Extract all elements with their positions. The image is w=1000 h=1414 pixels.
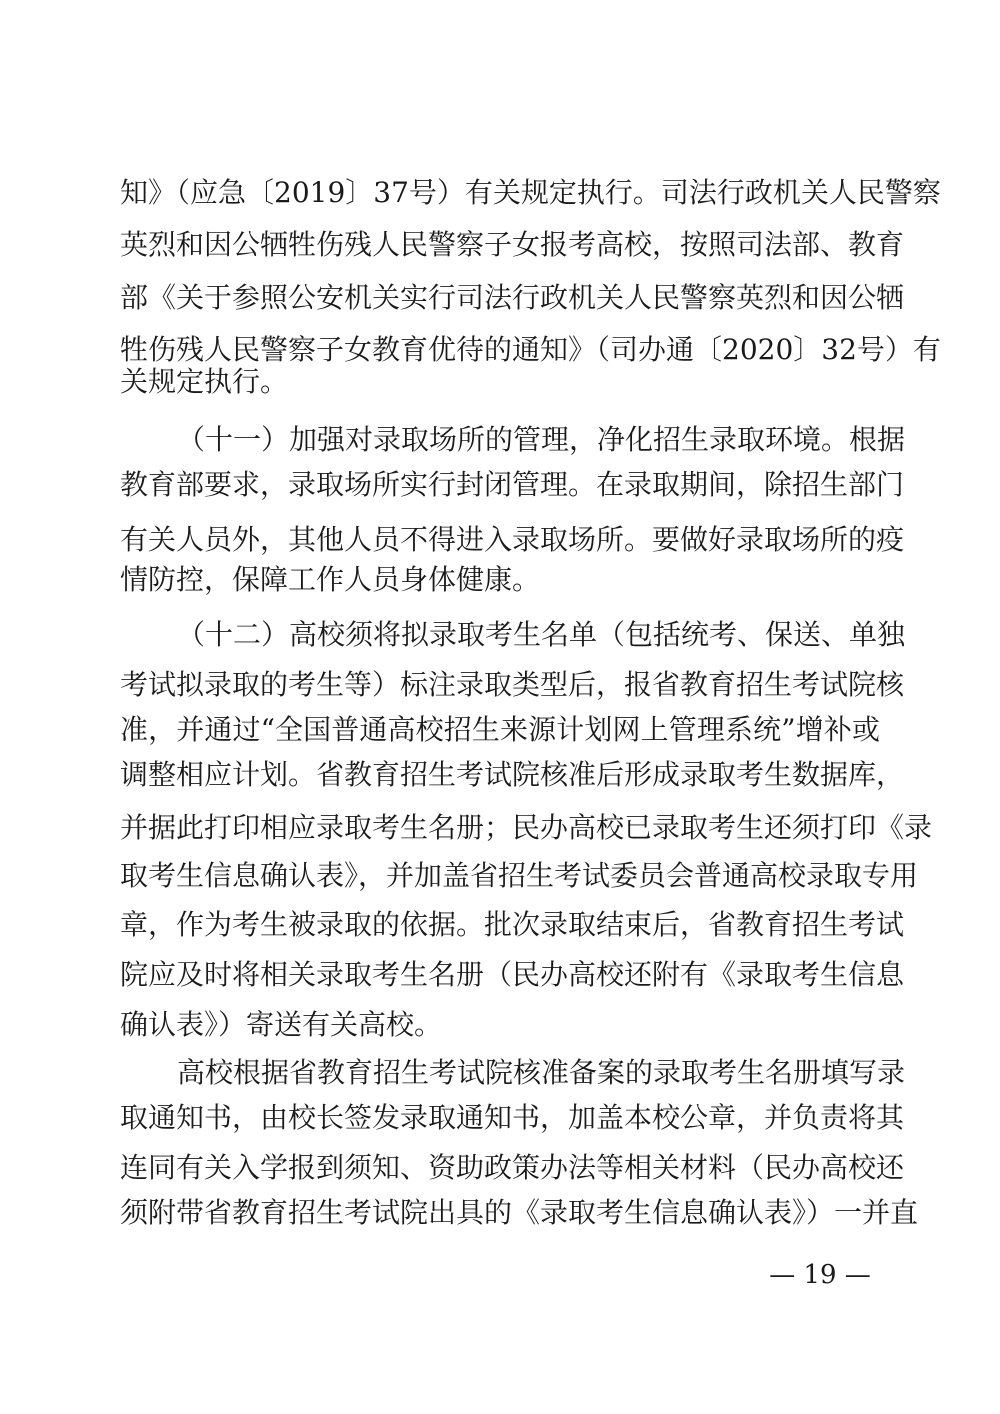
text-line: 考试拟录取的考生等）标注录取类型后，报省教育招生考试院核 bbox=[120, 668, 905, 701]
text-line: 并据此打印相应录取考生名册；民办高校已录取考生还须打印《录 bbox=[120, 811, 933, 844]
text-line: 部《关于参照公安机关实行司法行政机关人民警察英烈和因公牺 bbox=[120, 281, 905, 314]
text-line: 关规定执行。 bbox=[120, 365, 289, 398]
paragraph-start-line: （十一）加强对录取场所的管理，净化招生录取环境。根据 bbox=[177, 423, 906, 456]
text-line: 章，作为考生被录取的依据。批次录取结束后，省教育招生考试 bbox=[120, 908, 905, 941]
text-line: 取考生信息确认表》，并加盖省招生考试委员会普通高校录取专用 bbox=[120, 859, 919, 892]
page-number: — 19 — bbox=[769, 1260, 871, 1290]
text-line: 有关人员外，其他人员不得进入录取场所。要做好录取场所的疫 bbox=[120, 523, 905, 556]
text-line: 须附带省教育招生考试院出具的《录取考生信息确认表》）一并直 bbox=[120, 1196, 919, 1229]
text-line: 教育部要求，录取场所实行封闭管理。在录取期间，除招生部门 bbox=[120, 468, 905, 501]
text-line: 确认表》）寄送有关高校。 bbox=[120, 1008, 443, 1041]
text-line: 英烈和因公牺牲伤残人民警察子女报考高校，按照司法部、教育 bbox=[120, 228, 905, 261]
text-line: 知》（应急〔2019〕37号）有关规定执行。司法行政机关人民警察 bbox=[120, 176, 941, 209]
paragraph-start-line: 高校根据省教育招生考试院核准备案的录取考生名册填写录 bbox=[177, 1056, 906, 1089]
text-line: 情防控，保障工作人员身体健康。 bbox=[120, 563, 541, 596]
text-line: 准，并通过“全国普通高校招生来源计划网上管理系统”增补或 bbox=[120, 713, 880, 746]
text-line: 调整相应计划。省教育招生考试院核准后形成录取考生数据库， bbox=[120, 758, 905, 791]
text-line: 取通知书，由校长签发录取通知书，加盖本校公章，并负责将其 bbox=[120, 1101, 905, 1134]
text-line: 牲伤残人民警察子女教育优待的通知》（司办通〔2020〕32号）有 bbox=[120, 333, 941, 366]
paragraph-start-line: （十二）高校须将拟录取考生名单（包括统考、保送、单独 bbox=[177, 618, 906, 651]
text-line: 连同有关入学报到须知、资助政策办法等相关材料（民办高校还 bbox=[120, 1151, 905, 1184]
text-line: 院应及时将相关录取考生名册（民办高校还附有《录取考生信息 bbox=[120, 958, 905, 991]
